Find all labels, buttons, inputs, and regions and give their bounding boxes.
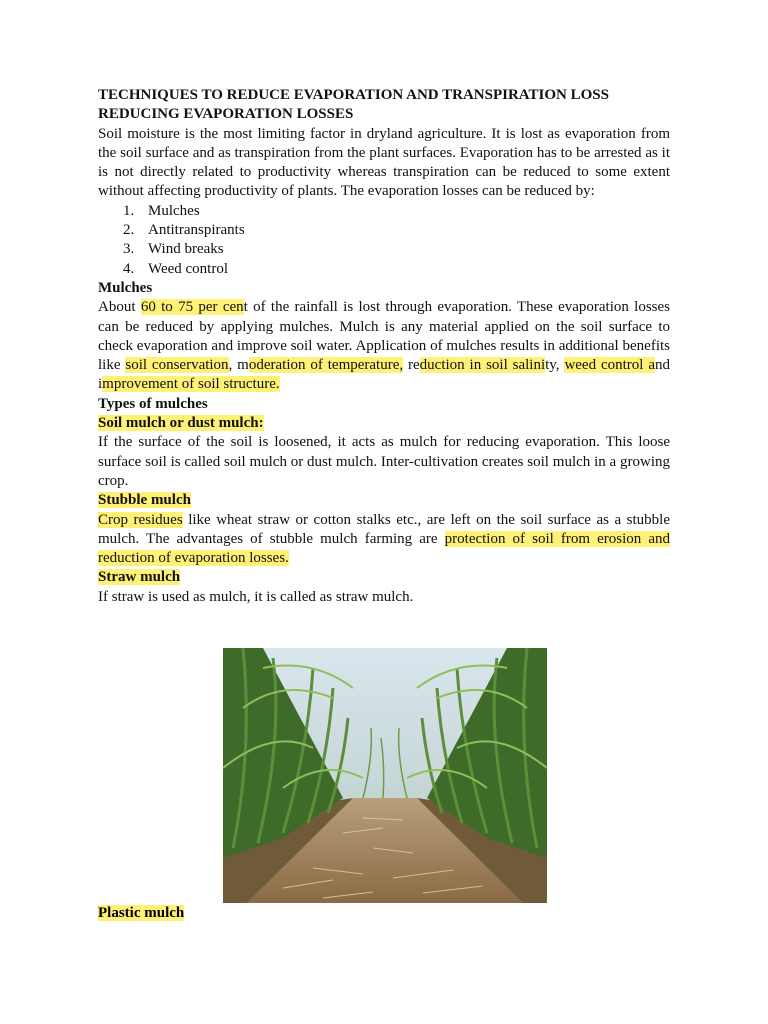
stubble-mulch-paragraph [98,511,670,569]
document-title [98,86,670,125]
soil-mulch-heading: Soil mulch or dust mulch: [98,415,264,432]
straw-mulch-paragraph: If straw is used as mulch, it is called as straw mulch. [98,588,414,605]
plastic-mulch-heading-line [98,904,184,923]
list-item [98,240,670,259]
title-line-1: TECHNIQUES TO REDUCE EVAPORATION AND TRANSPIRATION LOSS [98,87,609,103]
list-number: 4. [123,260,135,277]
text-run: ty, [545,357,565,374]
straw-mulch-heading-line [98,568,670,587]
highlight-moderation-temperature: oderation of temperature, [248,357,404,374]
document-body [98,86,670,607]
list-label: Wind breaks [148,241,224,258]
soil-mulch-paragraph: If the surface of the soil is loosened, it acts as mulch for reducing evaporation. This loose surface soil is called soil mulch or dust mulch. Inter-cultivation creates soil mulch in a growing crop. [98,434,670,489]
list-item [98,221,670,240]
straw-mulch-heading: Straw mulch [98,569,181,586]
highlight-weed-control: weed control a [564,357,655,374]
text-run: nd i [98,357,670,393]
list-number: 3. [123,241,135,258]
text-run: , m [228,357,249,374]
highlight-60-75-percent: 60 to 75 per cen [140,299,244,316]
list-number: 1. [123,202,135,219]
straw-mulch-photo [223,648,547,903]
text-run: About [98,299,141,316]
types-heading: Types of mulches [98,395,208,412]
soil-mulch-heading-line [98,414,670,433]
stubble-mulch-heading-line [98,491,670,510]
list-label: Mulches [148,202,200,219]
highlight-soil-conservation: soil conservation [125,357,229,374]
list-label: Weed control [148,260,229,277]
highlight-protection-erosion: protection of soil from erosion and reduction of evaporation losses. [98,530,670,567]
plastic-mulch-heading: Plastic mulch [98,905,185,921]
highlight-reduction-salinity: duction in soil salini [419,357,546,374]
highlight-crop-residues: Crop residues [98,511,183,528]
list-number: 2. [123,222,135,239]
intro-paragraph: Soil moisture is the most limiting factor in dryland agriculture. It is lost as evaporation from the soil surface and as transpiration from the plant surfaces. Evaporation has to be arrested as it is not directly related to productivity whereas transpiration can be reduced to some extent without affecting productivity of plants. The evaporation losses can be reduced by: [98,125,670,200]
text-run: like wheat straw or cotton stalks etc., are left on the soil surface as a stubble mulch. The advantages of stubble mulch farming are [98,511,670,547]
stubble-mulch-heading: Stubble mulch [98,492,191,509]
highlight-soil-structure: mprovement of soil structure. [102,376,280,393]
text-run: re [403,357,420,374]
list-item [98,260,670,279]
sugarcane-field-illustration [223,648,547,903]
methods-list [98,202,670,279]
mulches-paragraph [98,298,670,394]
list-item [98,202,670,221]
mulches-heading: Mulches [98,279,153,296]
list-label: Antitranspirants [148,222,245,239]
text-run: t of the rainfall is lost through evaporation. These evaporation losses can be reduced by applying mulches. Mulch is any material applied on the soil surface to check evaporation and improve soil water. Application of mulches results in additional benefits like [98,299,671,374]
title-line-2: REDUCING EVAPORATION LOSSES [98,106,354,123]
